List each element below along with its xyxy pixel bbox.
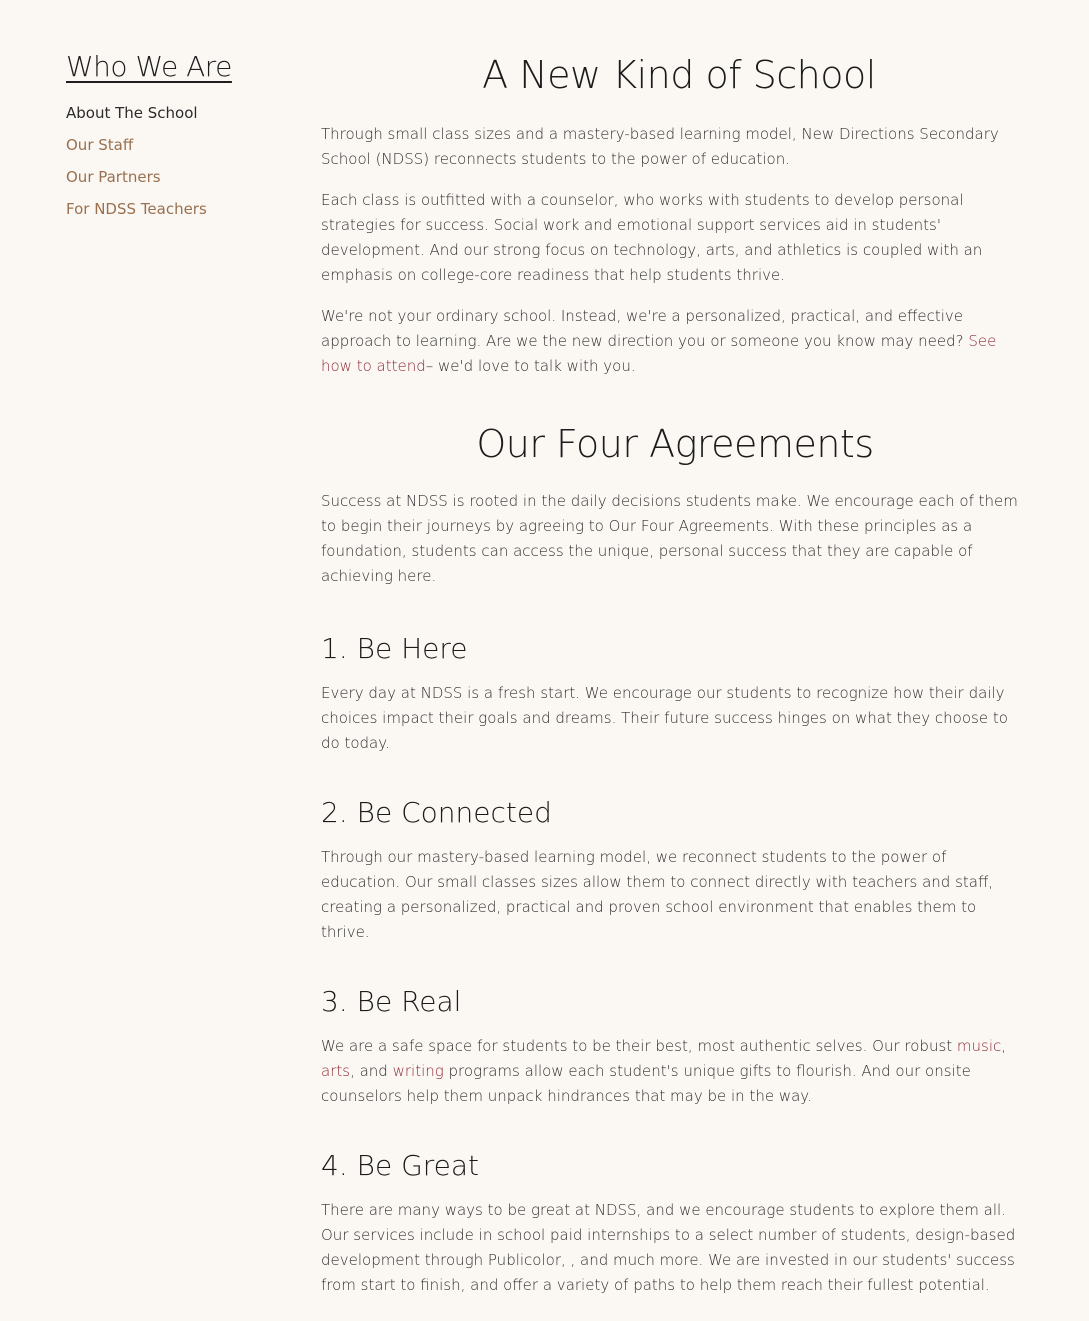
agreement-3-text [321, 1034, 1029, 1109]
sidebar-title-link[interactable]: Who We Are [66, 50, 232, 83]
agreement-4-title: 4. Be Great [321, 1149, 480, 1182]
agreements-title: Our Four Agreements [476, 422, 874, 466]
agreement-2-text: Through our mastery-based learning model, we reconnect students to the power of education. Our small classes sizes allow them to connect directly with teachers and staff, creating a personalized, practical and proven school environment that enables them to thrive. [321, 848, 994, 941]
sidebar-item-about-link[interactable]: About The School [66, 104, 198, 122]
agreements-intro: Success at NDSS is rooted in the daily decisions students make. We encourage each of them to begin their journeys by agreeing to Our Four Agreements. With these principles as a foundation, students can access the unique, personal success that they are capable of achieving here. [321, 492, 1018, 585]
agreement-1-text: Every day at NDSS is a fresh start. We encourage our students to recognize how their daily choices impact their goals and dreams. Their future success hinges on what they choose to do today. [321, 684, 1008, 752]
writing-link[interactable]: writing [392, 1062, 444, 1080]
agreement-3-title: 3. Be Real [321, 985, 462, 1018]
intro-paragraph-3-text: We're not your ordinary school. Instead, we're a personalized, practical, and effective approach to learning. Are we the new direction you or someone you know may need? [321, 307, 969, 350]
agreement-3-text-end: programs allow each student's unique gifts to flourish. And our onsite counselors help them unpack hindrances that may be in the way. [321, 1062, 971, 1105]
agreement-3-sep-2: , and [350, 1062, 393, 1080]
main-content [321, 52, 1029, 1314]
sidebar [66, 50, 296, 231]
agreement-1-title: 1. Be Here [321, 632, 468, 665]
music-link[interactable]: music [956, 1037, 1002, 1055]
page-title: A New Kind of School [482, 53, 876, 97]
intro-paragraph-3 [321, 304, 1029, 379]
agreement-2-title: 2. Be Connected [321, 796, 552, 829]
sidebar-item-teachers [66, 199, 296, 219]
intro-paragraph-1: Through small class sizes and a mastery-based learning model, New Directions Secondary School (NDSS) reconnects students to the power of education. [321, 125, 999, 168]
intro-paragraph-2: Each class is outfitted with a counselor, who works with students to develop personal strategies for success. Social work and emotional support services aid in students' development. And our strong focus on technology, arts, and athletics is coupled with an emphasis on college-core readiness that help students thrive. [321, 191, 983, 284]
sidebar-item-about [66, 103, 296, 123]
agreement-3-text-start: We are a safe space for students to be their best, most authentic selves. Our robust [321, 1037, 957, 1055]
sidebar-item-partners [66, 167, 296, 187]
sidebar-item-staff-link[interactable]: Our Staff [66, 136, 134, 154]
sidebar-nav [66, 103, 296, 219]
sidebar-item-staff [66, 135, 296, 155]
arts-link[interactable]: arts [321, 1062, 351, 1080]
intro-paragraph-3-tail: – we'd love to talk with you. [425, 357, 636, 375]
see-how-to-attend-link[interactable]: See how to attend [321, 332, 997, 375]
sidebar-item-partners-link[interactable]: Our Partners [66, 168, 161, 186]
agreement-4-text: There are many ways to be great at NDSS, and we encourage students to explore them all. Our services include in school paid internships to a select number of students, design-based development through Publicolor, , and much more. We are invested in our students' success from start to finish, and offer a variety of paths to help them reach their fullest potential. [321, 1201, 1016, 1294]
agreement-3-sep-1: , [1001, 1037, 1007, 1055]
sidebar-item-teachers-link[interactable]: For NDSS Teachers [66, 200, 207, 218]
